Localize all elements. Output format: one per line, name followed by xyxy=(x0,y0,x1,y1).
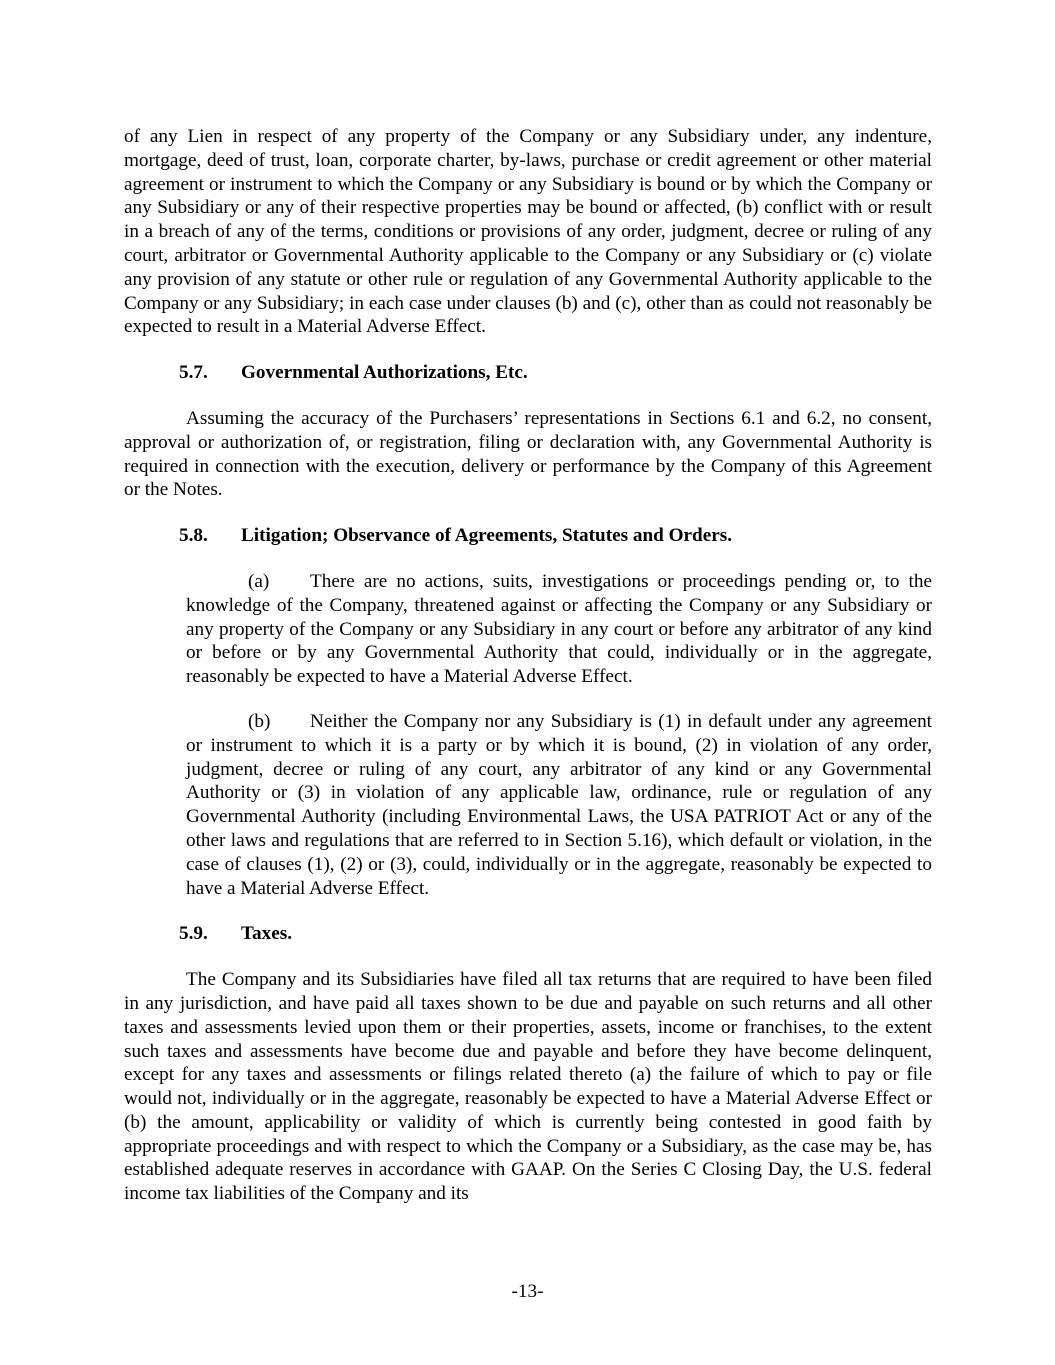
section-title: Taxes. xyxy=(241,923,293,945)
page-number: -13- xyxy=(511,1281,544,1302)
section-number: 5.8. xyxy=(179,525,208,547)
section-5-8-b-paragraph xyxy=(186,710,932,900)
clause-text: There are no actions, suits, investigations or proceedings pending or, to the knowledge of the Company, threatened against or affecting the Company or any Subsidiary or any property of the Company or any Subsidiary in any court or before any arbitrator of any kind or before or by any Governmental Authority that could, individually or in the aggregate, reasonably be expected to have a Material Adverse Effect. xyxy=(186,570,932,688)
section-5-7-heading xyxy=(124,361,932,385)
clause-label: (b) xyxy=(248,710,271,732)
section-title: Governmental Authorizations, Etc. xyxy=(241,362,528,384)
section-title: Litigation; Observance of Agreements, Statutes and Orders. xyxy=(241,525,733,547)
section-5-9-paragraph: The Company and its Subsidiaries have filed all tax returns that are required to have been filed in any jurisdiction, and have paid all taxes shown to be due and payable on such returns and all other taxes and assessments levied upon them or their properties, assets, income or franchises, to the extent such taxes and assessments have become due and payable and before they have become delinquent, except for any taxes and assessments or filings related thereto (a) the failure of which to pay or file would not, individually or in the aggregate, reasonably be expected to have a Material Adverse Effect or (b) the amount, applicability or validity of which is currently being contested in good faith by appropriate proceedings and with respect to which the Company or a Subsidiary, as the case may be, has established adequate reserves in accordance with GAAP. On the Series C Closing Day, the U.S. federal income tax liabilities of the Company and its xyxy=(124,969,932,1205)
document-page xyxy=(124,125,932,1206)
clause-label: (a) xyxy=(248,570,270,592)
clause-text: Neither the Company nor any Subsidiary is (1) in default under any agreement or instrument to which it is a party or by which it is bound, (2) in violation of any order, judgment, decree or ruling of any court, any arbitrator of any kind or any Governmental Authority or (3) in violation of any applicable law, ordinance, rule or regulation of any Governmental Authority (including Environmental Laws, the USA PATRIOT Act or any of the other laws and regulations that are referred to in Section 5.16), which default or violation, in the case of clauses (1), (2) or (3), could, individually or in the aggregate, reasonably be expected to have a Material Adverse Effect. xyxy=(186,710,932,899)
section-5-7-paragraph: Assuming the accuracy of the Purchasers’ representations in Sections 6.1 and 6.2, no consent, approval or authorization of, or registration, filing or declaration with, any Governmental Authority is required in connection with the execution, delivery or performance by the Company of this Agreement or the Notes. xyxy=(124,407,932,501)
section-5-8-heading xyxy=(124,524,932,548)
section-5-9-heading xyxy=(124,922,932,946)
intro-paragraph: of any Lien in respect of any property of the Company or any Subsidiary under, any indenture, mortgage, deed of trust, loan, corporate charter, by-laws, purchase or credit agreement or other material agreement or instrument to which the Company or any Subsidiary is bound or by which the Company or any Subsidiary or any of their respective properties may be bound or affected, (b) conflict with or result in a breach of any of the terms, conditions or provisions of any order, judgment, decree or ruling of any court, arbitrator or Governmental Authority applicable to the Company or any Subsidiary or (c) violate any provision of any statute or other rule or regulation of any Governmental Authority applicable to the Company or any Subsidiary; in each case under clauses (b) and (c), other than as could not reasonably be expected to result in a Material Adverse Effect. xyxy=(124,126,932,338)
section-number: 5.9. xyxy=(179,923,208,945)
section-number: 5.7. xyxy=(179,362,208,384)
section-5-8-a-paragraph xyxy=(186,570,932,689)
